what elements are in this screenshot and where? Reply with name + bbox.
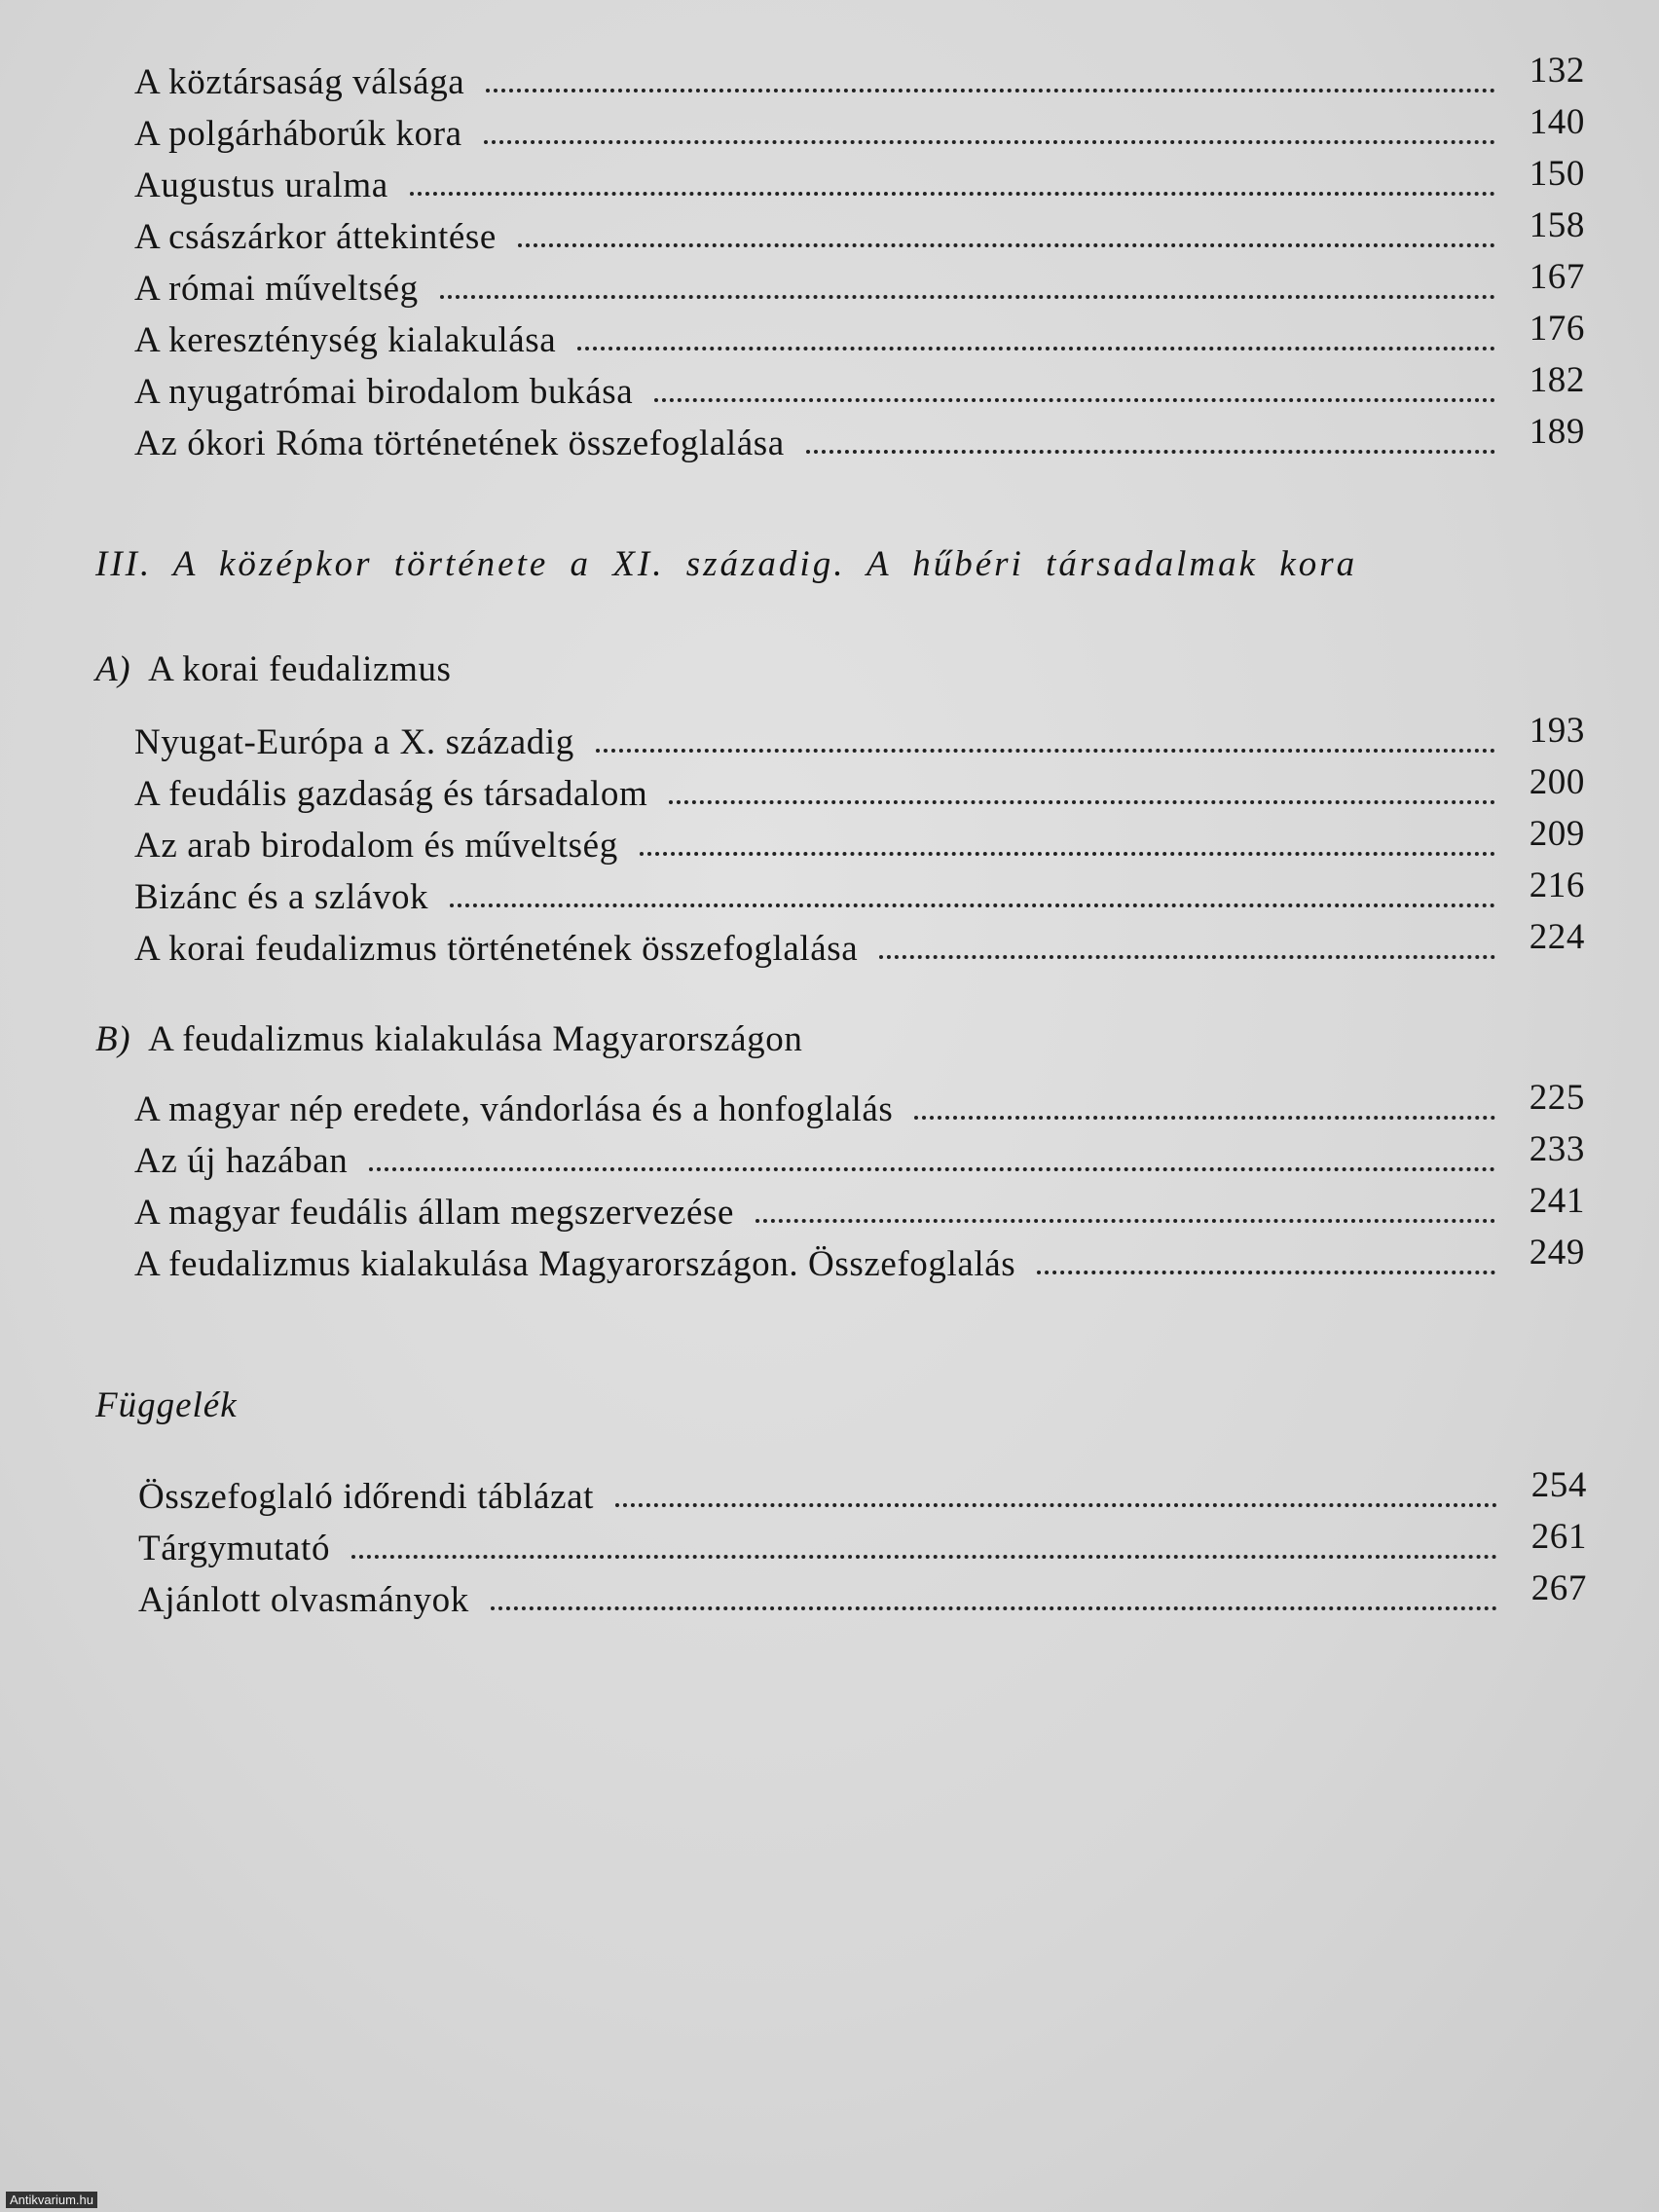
toc-entry [134, 711, 1585, 762]
toc-entry [134, 866, 1585, 917]
toc-entry-title: Összefoglaló időrendi táblázat [138, 1477, 594, 1517]
section-title: A feudalizmus kialakulása Magyarországon [148, 1019, 803, 1059]
toc-entry-page: 176 [1529, 309, 1585, 349]
toc-entry-page: 241 [1529, 1181, 1585, 1221]
section-letter: B) [95, 1019, 131, 1059]
part-title: III. A középkor története a XI. századig. A hűbéri társadalmak kora [95, 544, 1358, 584]
toc-entry [134, 309, 1585, 360]
toc-entry-title: A császárkor áttekintése [134, 217, 497, 257]
toc-entry-title: A magyar feudális állam megszervezése [134, 1193, 734, 1233]
toc-entry [134, 762, 1585, 814]
toc-entry-page: 261 [1530, 1517, 1587, 1557]
toc-entry-title: A polgárháborúk kora [134, 114, 462, 154]
dot-leader [615, 1503, 1497, 1507]
dot-leader [879, 955, 1495, 959]
toc-entry [134, 154, 1585, 205]
dot-leader [369, 1167, 1495, 1171]
dot-leader [351, 1555, 1497, 1559]
dot-leader [596, 749, 1495, 753]
toc-entry-title: A magyar nép eredete, vándorlása és a honfoglalás [134, 1089, 894, 1129]
toc-entry-page: 209 [1529, 814, 1585, 854]
toc-entry [134, 1233, 1585, 1284]
toc-entry-title: A feudalizmus kialakulása Magyarországon. Összefoglalás [134, 1244, 1016, 1284]
toc-entry-page: 189 [1529, 412, 1585, 452]
toc-entry-page: 140 [1529, 102, 1585, 142]
toc-entry-title: A római műveltség [134, 269, 419, 309]
section-title: A korai feudalizmus [148, 649, 452, 689]
toc-entry [134, 102, 1585, 154]
toc-entry [138, 1517, 1587, 1568]
toc-entry [134, 1129, 1585, 1181]
toc-entry [134, 1181, 1585, 1233]
toc-entry-title: A köztársaság válsága [134, 62, 465, 102]
toc-group-section-b [134, 1078, 1585, 1284]
toc-entry-page: 200 [1529, 762, 1585, 802]
toc-entry-page: 167 [1529, 257, 1585, 297]
dot-leader [640, 852, 1495, 856]
dot-leader [1037, 1271, 1495, 1274]
section-heading-a [95, 648, 452, 690]
toc-entry-title: A korai feudalizmus történetének összefoglalása [134, 929, 859, 969]
toc-entry-page: 150 [1529, 154, 1585, 194]
toc-entry-title: Tárgymutató [138, 1529, 331, 1568]
section-heading-b [95, 1018, 802, 1060]
dot-leader [491, 1606, 1497, 1610]
dot-leader [806, 450, 1495, 454]
toc-entry-title: Az ókori Róma történetének összefoglalása [134, 424, 785, 463]
dot-leader [410, 192, 1495, 196]
toc-entry [134, 51, 1585, 102]
dot-leader [669, 800, 1495, 804]
toc-entry-title: Ajánlott olvasmányok [138, 1580, 469, 1620]
toc-entry [138, 1568, 1587, 1620]
toc-entry [134, 257, 1585, 309]
toc-entry-title: Augustus uralma [134, 166, 388, 205]
toc-group-section-a [134, 711, 1585, 969]
toc-entry [134, 917, 1585, 969]
toc-entry [134, 360, 1585, 412]
toc-entry [134, 1078, 1585, 1129]
dot-leader [577, 347, 1495, 350]
toc-entry-page: 182 [1529, 360, 1585, 400]
toc-entry-page: 193 [1529, 711, 1585, 751]
dot-leader [450, 903, 1495, 907]
toc-entry-page: 254 [1530, 1465, 1587, 1505]
toc-entry-title: Bizánc és a szlávok [134, 877, 429, 917]
dot-leader [484, 140, 1495, 144]
appendix-heading: Függelék [95, 1385, 238, 1425]
dot-leader [486, 89, 1495, 92]
toc-entry-page: 225 [1529, 1078, 1585, 1118]
toc-group-appendix [138, 1465, 1587, 1620]
toc-entry-title: A kereszténység kialakulása [134, 320, 557, 360]
toc-entry-title: A feudális gazdaság és társadalom [134, 774, 648, 814]
toc-entry-page: 224 [1529, 917, 1585, 957]
toc-entry-page: 267 [1530, 1568, 1587, 1608]
dot-leader [518, 243, 1495, 247]
dot-leader [440, 295, 1495, 299]
dot-leader [756, 1219, 1495, 1223]
toc-entry-title: Az arab birodalom és műveltség [134, 826, 618, 866]
section-letter: A) [95, 649, 131, 689]
toc-group-part2 [134, 51, 1585, 463]
toc-entry-page: 249 [1529, 1233, 1585, 1272]
toc-entry [134, 412, 1585, 463]
toc-entry-title: Nyugat-Európa a X. századig [134, 722, 574, 762]
toc-entry-page: 132 [1529, 51, 1585, 91]
toc-entry-page: 233 [1529, 1129, 1585, 1169]
toc-entry-title: Az új hazában [134, 1141, 349, 1181]
toc-entry [134, 814, 1585, 866]
toc-entry [134, 205, 1585, 257]
toc-entry-title: A nyugatrómai birodalom bukása [134, 372, 634, 412]
dot-leader [914, 1116, 1495, 1120]
toc-entry-page: 158 [1529, 205, 1585, 245]
dot-leader [654, 398, 1495, 402]
toc-entry-page: 216 [1529, 866, 1585, 905]
watermark: Antikvarium.hu [6, 2192, 97, 2208]
toc-entry [138, 1465, 1587, 1517]
